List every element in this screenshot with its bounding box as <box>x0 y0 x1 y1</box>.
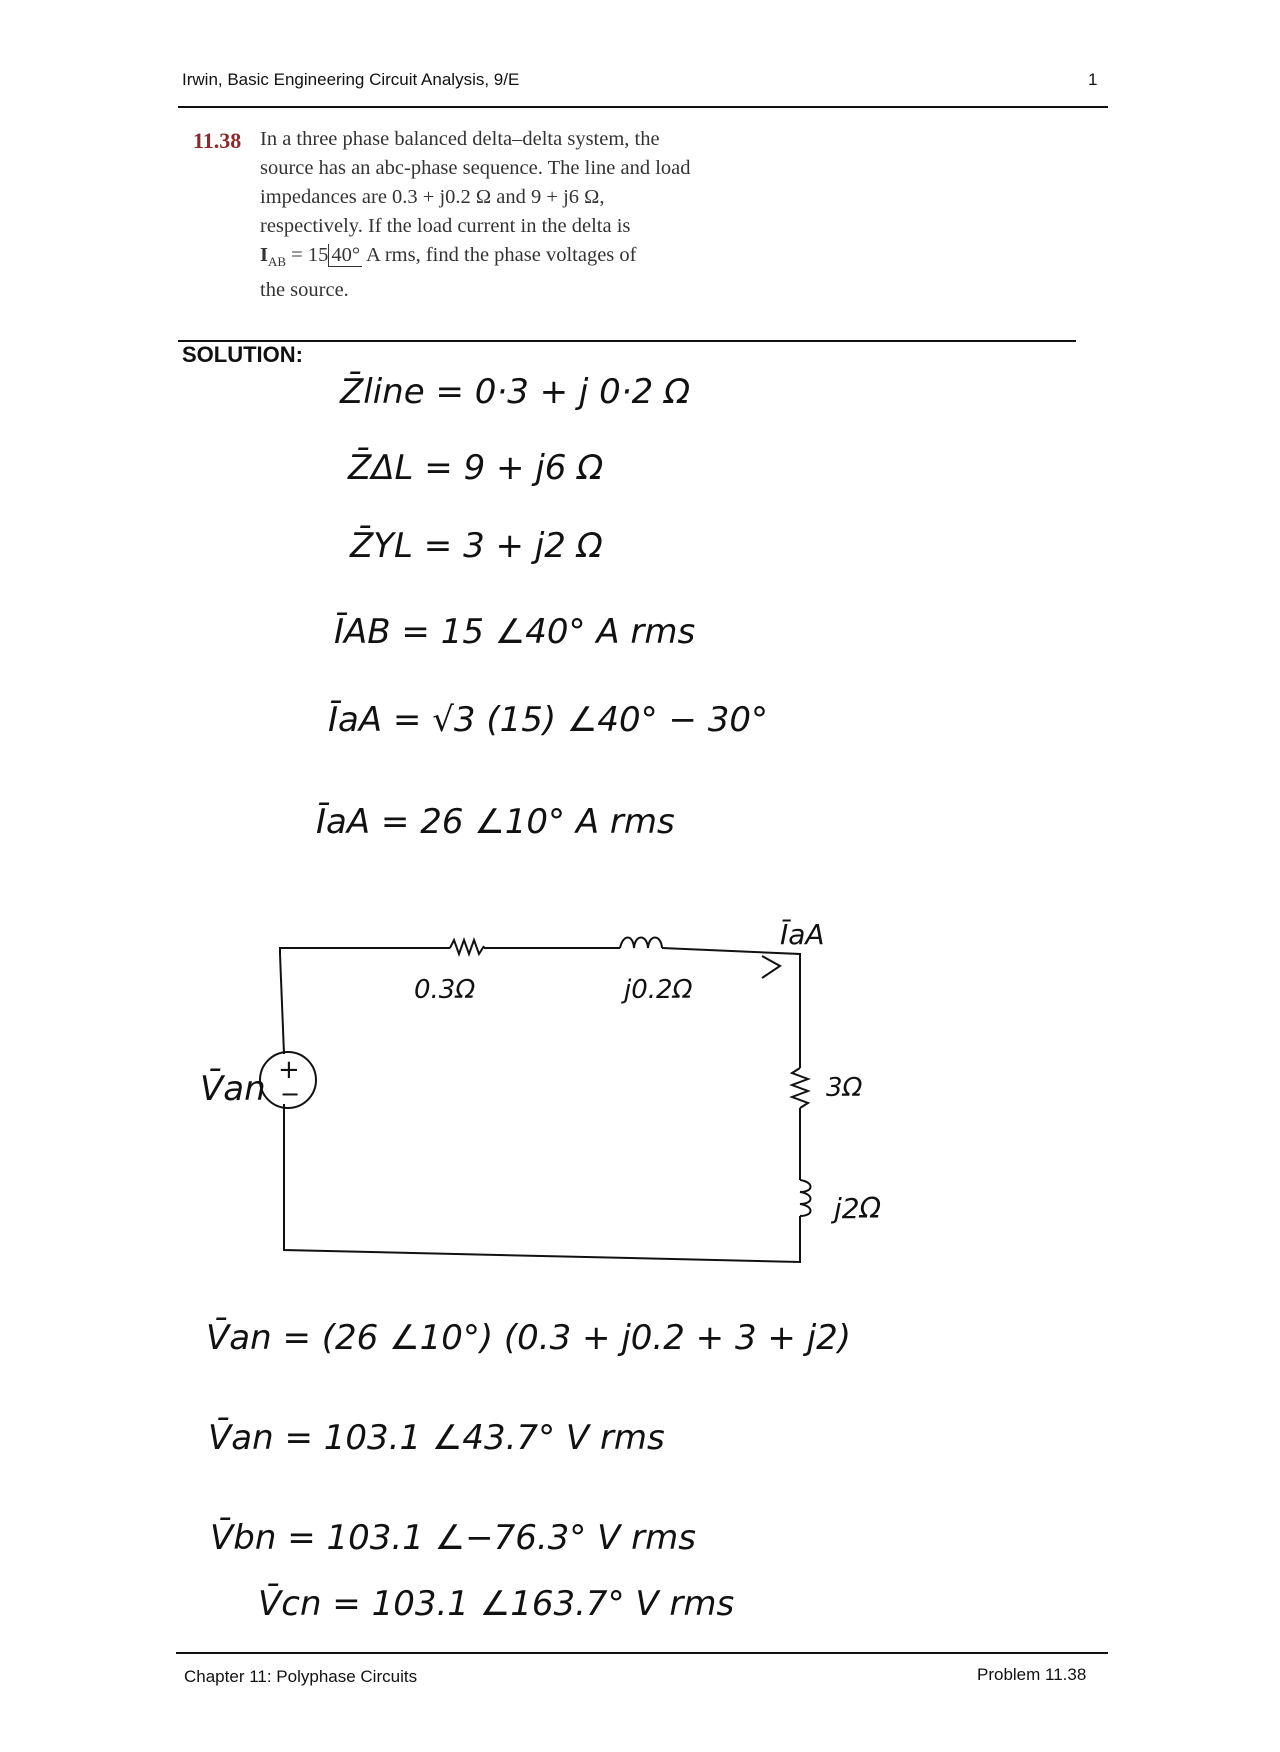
eq-z-wye-load: Z̄YL = 3 + j2 Ω <box>350 526 603 566</box>
x-line-label: j0.2Ω <box>624 975 693 1005</box>
eq-vbn-value: V̄bn = 103.1 ∠−76.3° V rms <box>210 1518 696 1558</box>
current-symbol: I <box>260 244 268 266</box>
footer-rule <box>176 1652 1108 1654</box>
solution-label: SOLUTION: <box>182 342 303 367</box>
eq-van-value: V̄an = 103.1 ∠43.7° V rms <box>208 1418 665 1458</box>
current-arrow <box>762 956 780 978</box>
eq-i-aa-value: ĪaA = 26 ∠10° A rms <box>316 802 675 842</box>
problem-line: the source. <box>260 279 349 302</box>
r-load-resistor <box>792 1068 808 1108</box>
current-equals: = 15 <box>286 244 329 266</box>
problem-line: impedances are 0.3 + j0.2 Ω and 9 + j6 Ω, <box>260 186 605 208</box>
problem-number: 11.38 <box>193 128 242 153</box>
footer-problem: Problem 11.38 <box>977 1665 1087 1684</box>
problem-line: In a three phase balanced delta–delta system, the <box>260 128 660 150</box>
eq-van-expr: V̄an = (26 ∠10°) (0.3 + j0.2 + 3 + j2) <box>206 1318 852 1358</box>
eq-z-line: Z̄line = 0·3 + j 0·2 Ω <box>340 372 691 412</box>
eq-i-ab: ĪAB = 15 ∠40° A rms <box>334 612 696 652</box>
left-wire-top <box>280 954 284 1054</box>
circuit-wires <box>260 938 811 1263</box>
source-plus-sign: + <box>278 1055 300 1085</box>
x-load-inductor <box>800 1180 811 1216</box>
x-load-label: j2Ω <box>834 1192 881 1225</box>
problem-line: respectively. If the load current in the delta is <box>260 215 631 237</box>
header-title: Irwin, Basic Engineering Circuit Analysis, 9/E <box>182 70 520 89</box>
current-angle: 40° <box>328 244 362 267</box>
eq-z-delta-load: Z̄ΔL = 9 + j6 Ω <box>348 448 604 488</box>
r-load-label: 3Ω <box>826 1073 863 1103</box>
right-wire-bottom <box>284 1104 800 1262</box>
source-minus-sign: − <box>280 1080 301 1108</box>
source-label: V̄an <box>200 1069 266 1109</box>
eq-vcn-value: V̄cn = 103.1 ∠163.7° V rms <box>258 1584 735 1624</box>
current-label: ĪaA <box>780 918 825 951</box>
r-line-label: 0.3Ω <box>414 975 476 1005</box>
eq-i-aa-expr: ĪaA = √3 (15) ∠40° − 30° <box>328 700 769 740</box>
problem-line: source has an abc-phase sequence. The line and load <box>260 157 691 179</box>
r-line-resistor <box>450 940 484 954</box>
top-wire-left <box>280 948 450 954</box>
page-number: 1 <box>1088 70 1098 89</box>
x-line-inductor <box>620 938 662 949</box>
current-subscript: AB <box>267 254 287 270</box>
current-rest: A rms, find the phase voltages of <box>362 244 637 266</box>
footer-chapter: Chapter 11: Polyphase Circuits <box>184 1667 418 1686</box>
